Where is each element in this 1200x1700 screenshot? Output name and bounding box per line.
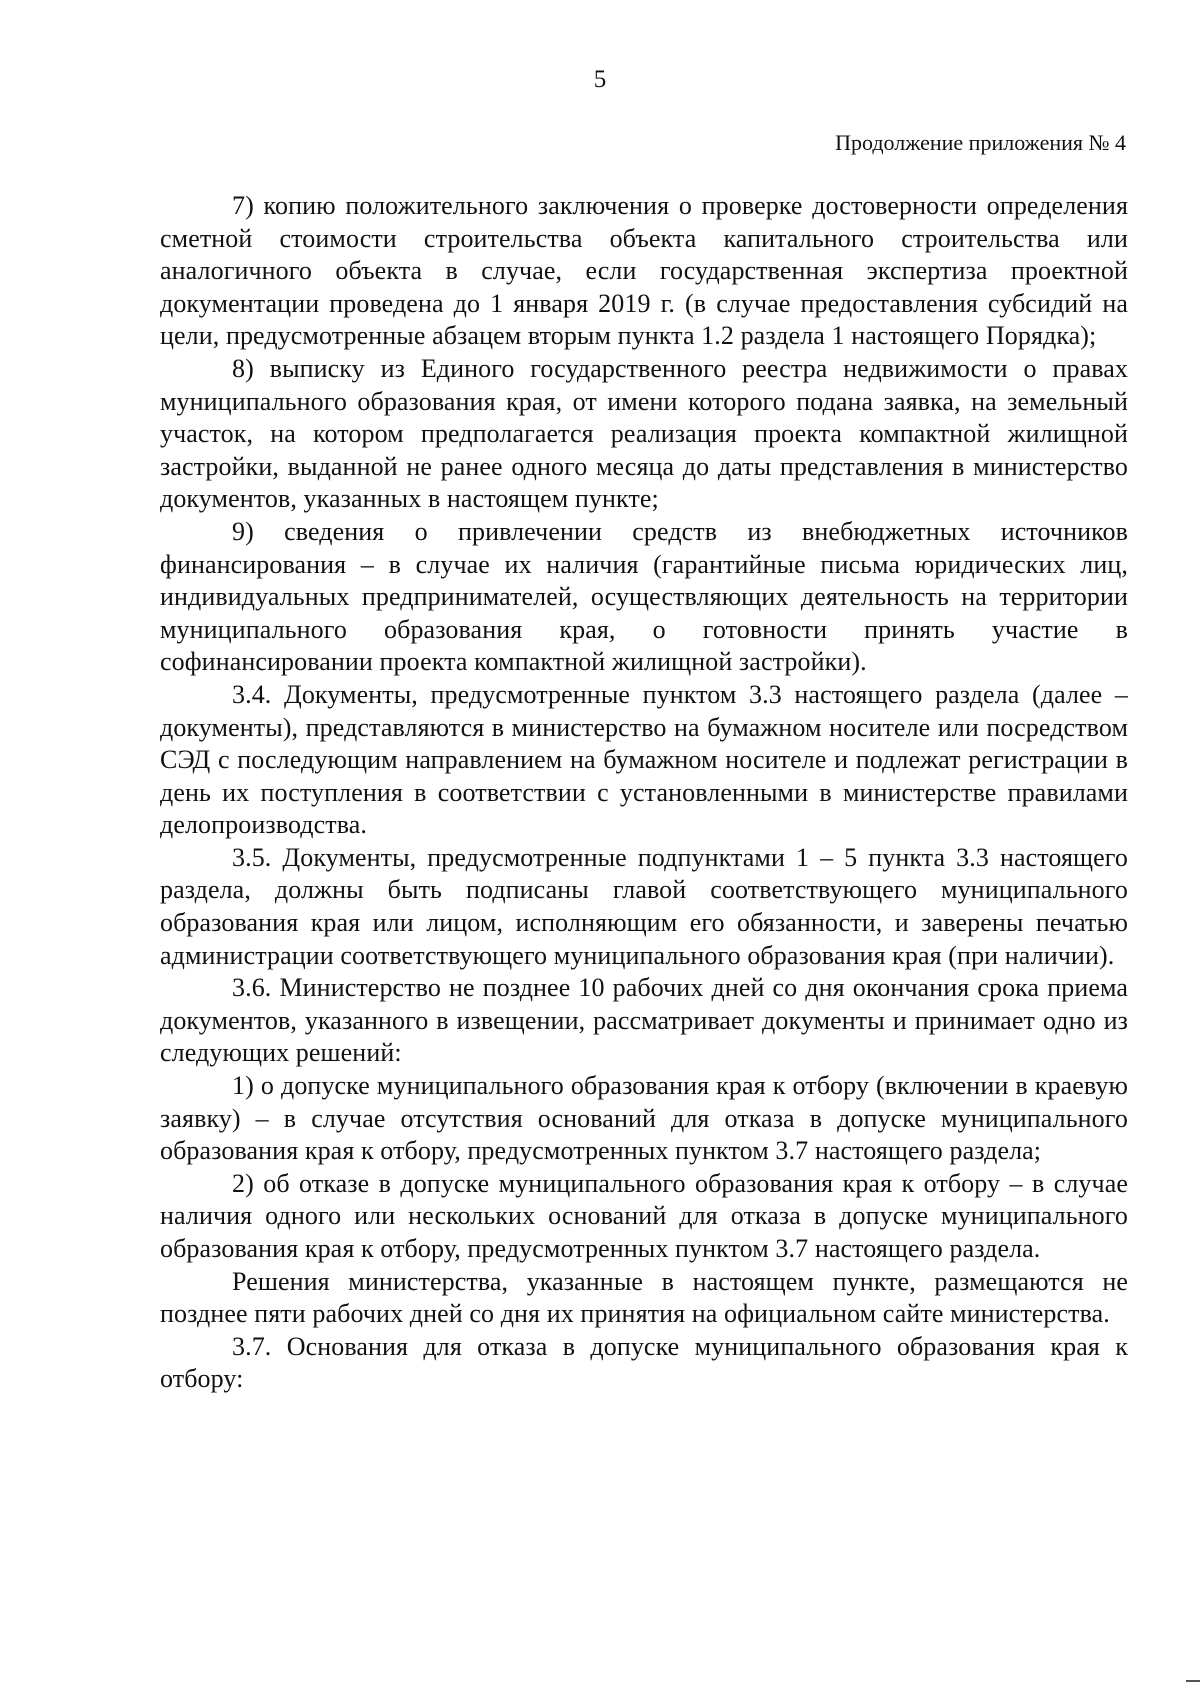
- paragraph-item-7: 7) копию положительного заключения о проверке достоверности определения сметной стоимости строительства объекта капитального строительства или аналогичного объекта в случае, если государственная экспертиза проектной документации проведена до 1 января 2019 г. (в случае предоставления субсидий на цели, предусмотренные абзацем вторым пункта 1.2 раздела 1 настоящего Порядка);: [160, 191, 1128, 351]
- paragraph-decision-1: 1) о допуске муниципального образования края к отбору (включении в краевую заявку) – в случае отсутствия оснований для отказа в допуске муниципального образования края к отбору, предусмотренных пунктом 3.7 настоящего раздела;: [160, 1071, 1128, 1166]
- page-number: 5: [593, 66, 607, 93]
- paragraph-3-6: 3.6. Министерство не позднее 10 рабочих дней со дня окончания срока приема документов, указанного в извещении, рассматривает документы и принимает одно из следующих решений:: [160, 973, 1128, 1068]
- paragraph-3-5: 3.5. Документы, предусмотренные подпунктами 1 – 5 пункта 3.3 настоящего раздела, должны быть подписаны главой соответствующего муниципального образования края или лицом, исполняющим его обязанности, и заверены печатью администрации соответствующего муниципального образования края (при наличии).: [160, 842, 1128, 970]
- paragraph-3-4: 3.4. Документы, предусмотренные пунктом 3.3 настоящего раздела (далее – документы), представляются в министерство на бумажном носителе или посредством СЭД с последующим направлением на бумажном носителе и подлежат регистрации в день их поступления в соответствии с установленными в министерстве правилами делопроизводства.: [160, 679, 1128, 840]
- document-body: [160, 190, 1128, 1396]
- paragraph-decision-2: 2) об отказе в допуске муниципального образования края к отбору – в случае наличия одного или нескольких оснований для отказа в допуске муниципального образования края к отбору, предусмотренных пунктом 3.7 настоящего раздела.: [160, 1168, 1128, 1263]
- appendix-continuation-note: Продолжение приложения № 4: [835, 130, 1126, 155]
- paragraph-3-7: 3.7. Основания для отказа в допуске муниципального образования края к отбору:: [160, 1331, 1128, 1394]
- paragraph-decisions-publication: Решения министерства, указанные в настоящем пункте, размещаются не позднее пяти рабочих дней со дня их принятия на официальном сайте министерства.: [160, 1266, 1128, 1329]
- paragraph-item-9: 9) сведения о привлечении средств из внебюджетных источников финансирования – в случае их наличия (гарантийные письма юридических лиц, индивидуальных предпринимателей, осуществляющих деятельность на территории муниципального образования края, о готовности принять участие в софинансировании проекта компактной жилищной застройки).: [160, 516, 1128, 677]
- scan-edge-mark: [1186, 1680, 1200, 1682]
- paragraph-item-8: 8) выписку из Единого государственного реестра недвижимости о правах муниципального образования края, от имени которого подана заявка, на земельный участок, на котором предполагается реализация проекта компактной жилищной застройки, выданной не ранее одного месяца до даты представления в министерство документов, указанных в настоящем пункте;: [160, 353, 1128, 514]
